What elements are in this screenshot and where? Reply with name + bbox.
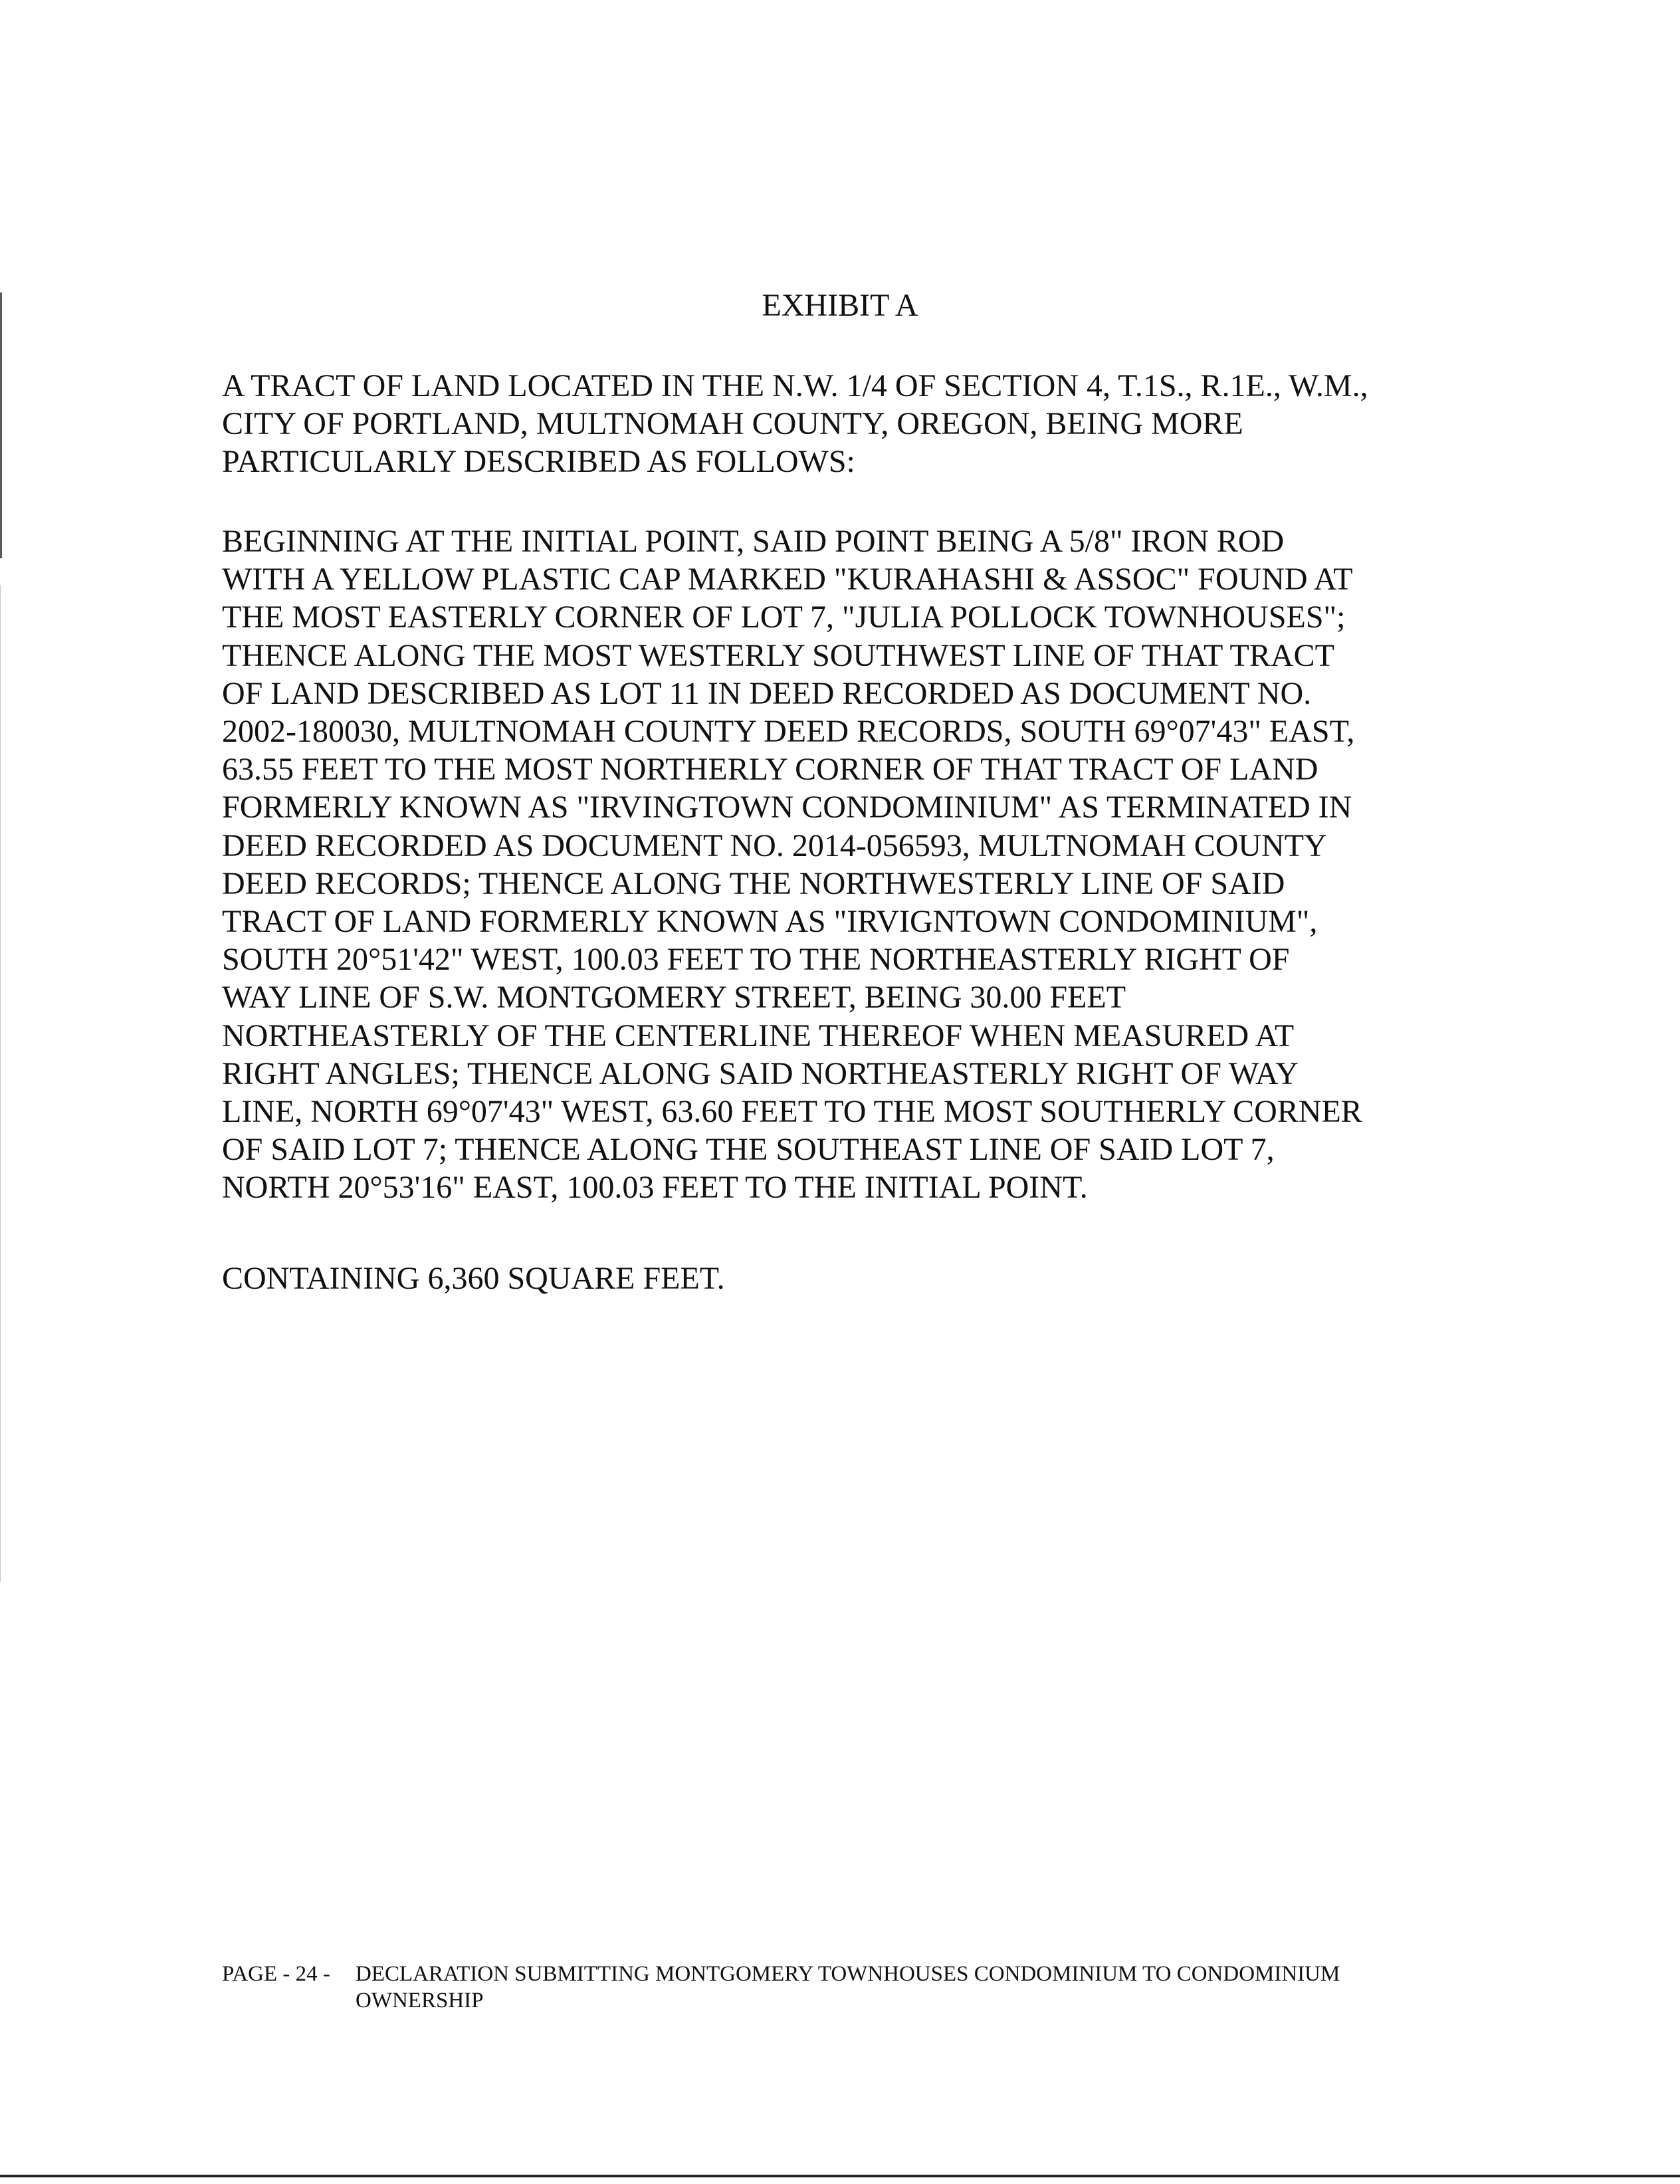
description-line: DEED RECORDS; THENCE ALONG THE NORTHWESTERLY LINE OF SAID <box>222 865 1285 901</box>
description-line: SOUTH 20°51'42" WEST, 100.03 FEET TO THE NORTHEASTERLY RIGHT OF <box>222 942 1290 978</box>
intro-line: CITY OF PORTLAND, MULTNOMAH COUNTY, OREGON, BEING MORE <box>222 406 1243 442</box>
intro-line: A TRACT OF LAND LOCATED IN THE N.W. 1/4 OF SECTION 4, T.1S., R.1E., W.M., <box>222 368 1368 403</box>
area-statement-text: CONTAINING 6,360 SQUARE FEET. <box>222 1261 725 1296</box>
intro-paragraph <box>222 367 1538 481</box>
description-line: OF SAID LOT 7; THENCE ALONG THE SOUTHEAST LINE OF SAID LOT 7, <box>222 1132 1275 1168</box>
description-line: THENCE ALONG THE MOST WESTERLY SOUTHWEST LINE OF THAT TRACT <box>222 637 1334 673</box>
footer-document-title <box>356 1961 1340 2014</box>
description-line: WITH A YELLOW PLASTIC CAP MARKED "KURAHASHI & ASSOC" FOUND AT <box>222 562 1353 598</box>
legal-description-paragraph <box>222 522 1538 1207</box>
description-line: NORTH 20°53'16" EAST, 100.03 FEET TO THE INITIAL POINT. <box>222 1170 1088 1206</box>
description-line: RIGHT ANGLES; THENCE ALONG SAID NORTHEASTERLY RIGHT OF WAY <box>222 1055 1299 1091</box>
description-line: BEGINNING AT THE INITIAL POINT, SAID POINT BEING A 5/8" IRON ROD <box>222 524 1285 559</box>
description-line: THE MOST EASTERLY CORNER OF LOT 7, "JULIA POLLOCK TOWNHOUSES"; <box>222 600 1346 635</box>
description-line: TRACT OF LAND FORMERLY KNOWN AS "IRVIGNTOWN CONDOMINIUM", <box>222 904 1318 940</box>
scan-edge-left-faint <box>0 585 1 1582</box>
footer-title-line: DECLARATION SUBMITTING MONTGOMERY TOWNHOUSES CONDOMINIUM TO CONDOMINIUM <box>356 1962 1340 1986</box>
description-line: 2002-180030, MULTNOMAH COUNTY DEED RECORDS, SOUTH 69°07'43" EAST, <box>222 714 1355 750</box>
area-statement <box>222 1259 1538 1297</box>
description-line: NORTHEASTERLY OF THE CENTERLINE THEREOF WHEN MEASURED AT <box>222 1018 1295 1053</box>
scan-edge-bottom <box>0 2175 1680 2177</box>
exhibit-title: EXHIBIT A <box>762 288 918 323</box>
scan-edge-left <box>0 292 2 558</box>
intro-line: PARTICULARLY DESCRIBED AS FOLLOWS: <box>222 444 855 480</box>
footer-title-line: OWNERSHIP <box>356 1989 484 2013</box>
description-line: FORMERLY KNOWN AS "IRVINGTOWN CONDOMINIUM" AS TERMINATED IN <box>222 790 1352 825</box>
description-line: WAY LINE OF S.W. MONTGOMERY STREET, BEING 30.00 FEET <box>222 980 1126 1016</box>
description-line: DEED RECORDED AS DOCUMENT NO. 2014-056593, MULTNOMAH COUNTY <box>222 827 1327 863</box>
description-line: LINE, NORTH 69°07'43" WEST, 63.60 FEET TO THE MOST SOUTHERLY CORNER <box>222 1094 1362 1130</box>
description-line: 63.55 FEET TO THE MOST NORTHERLY CORNER OF THAT TRACT OF LAND <box>222 752 1318 788</box>
description-line: OF LAND DESCRIBED AS LOT 11 IN DEED RECORDED AS DOCUMENT NO. <box>222 675 1312 711</box>
page-number: PAGE - 24 - <box>222 1962 330 1986</box>
